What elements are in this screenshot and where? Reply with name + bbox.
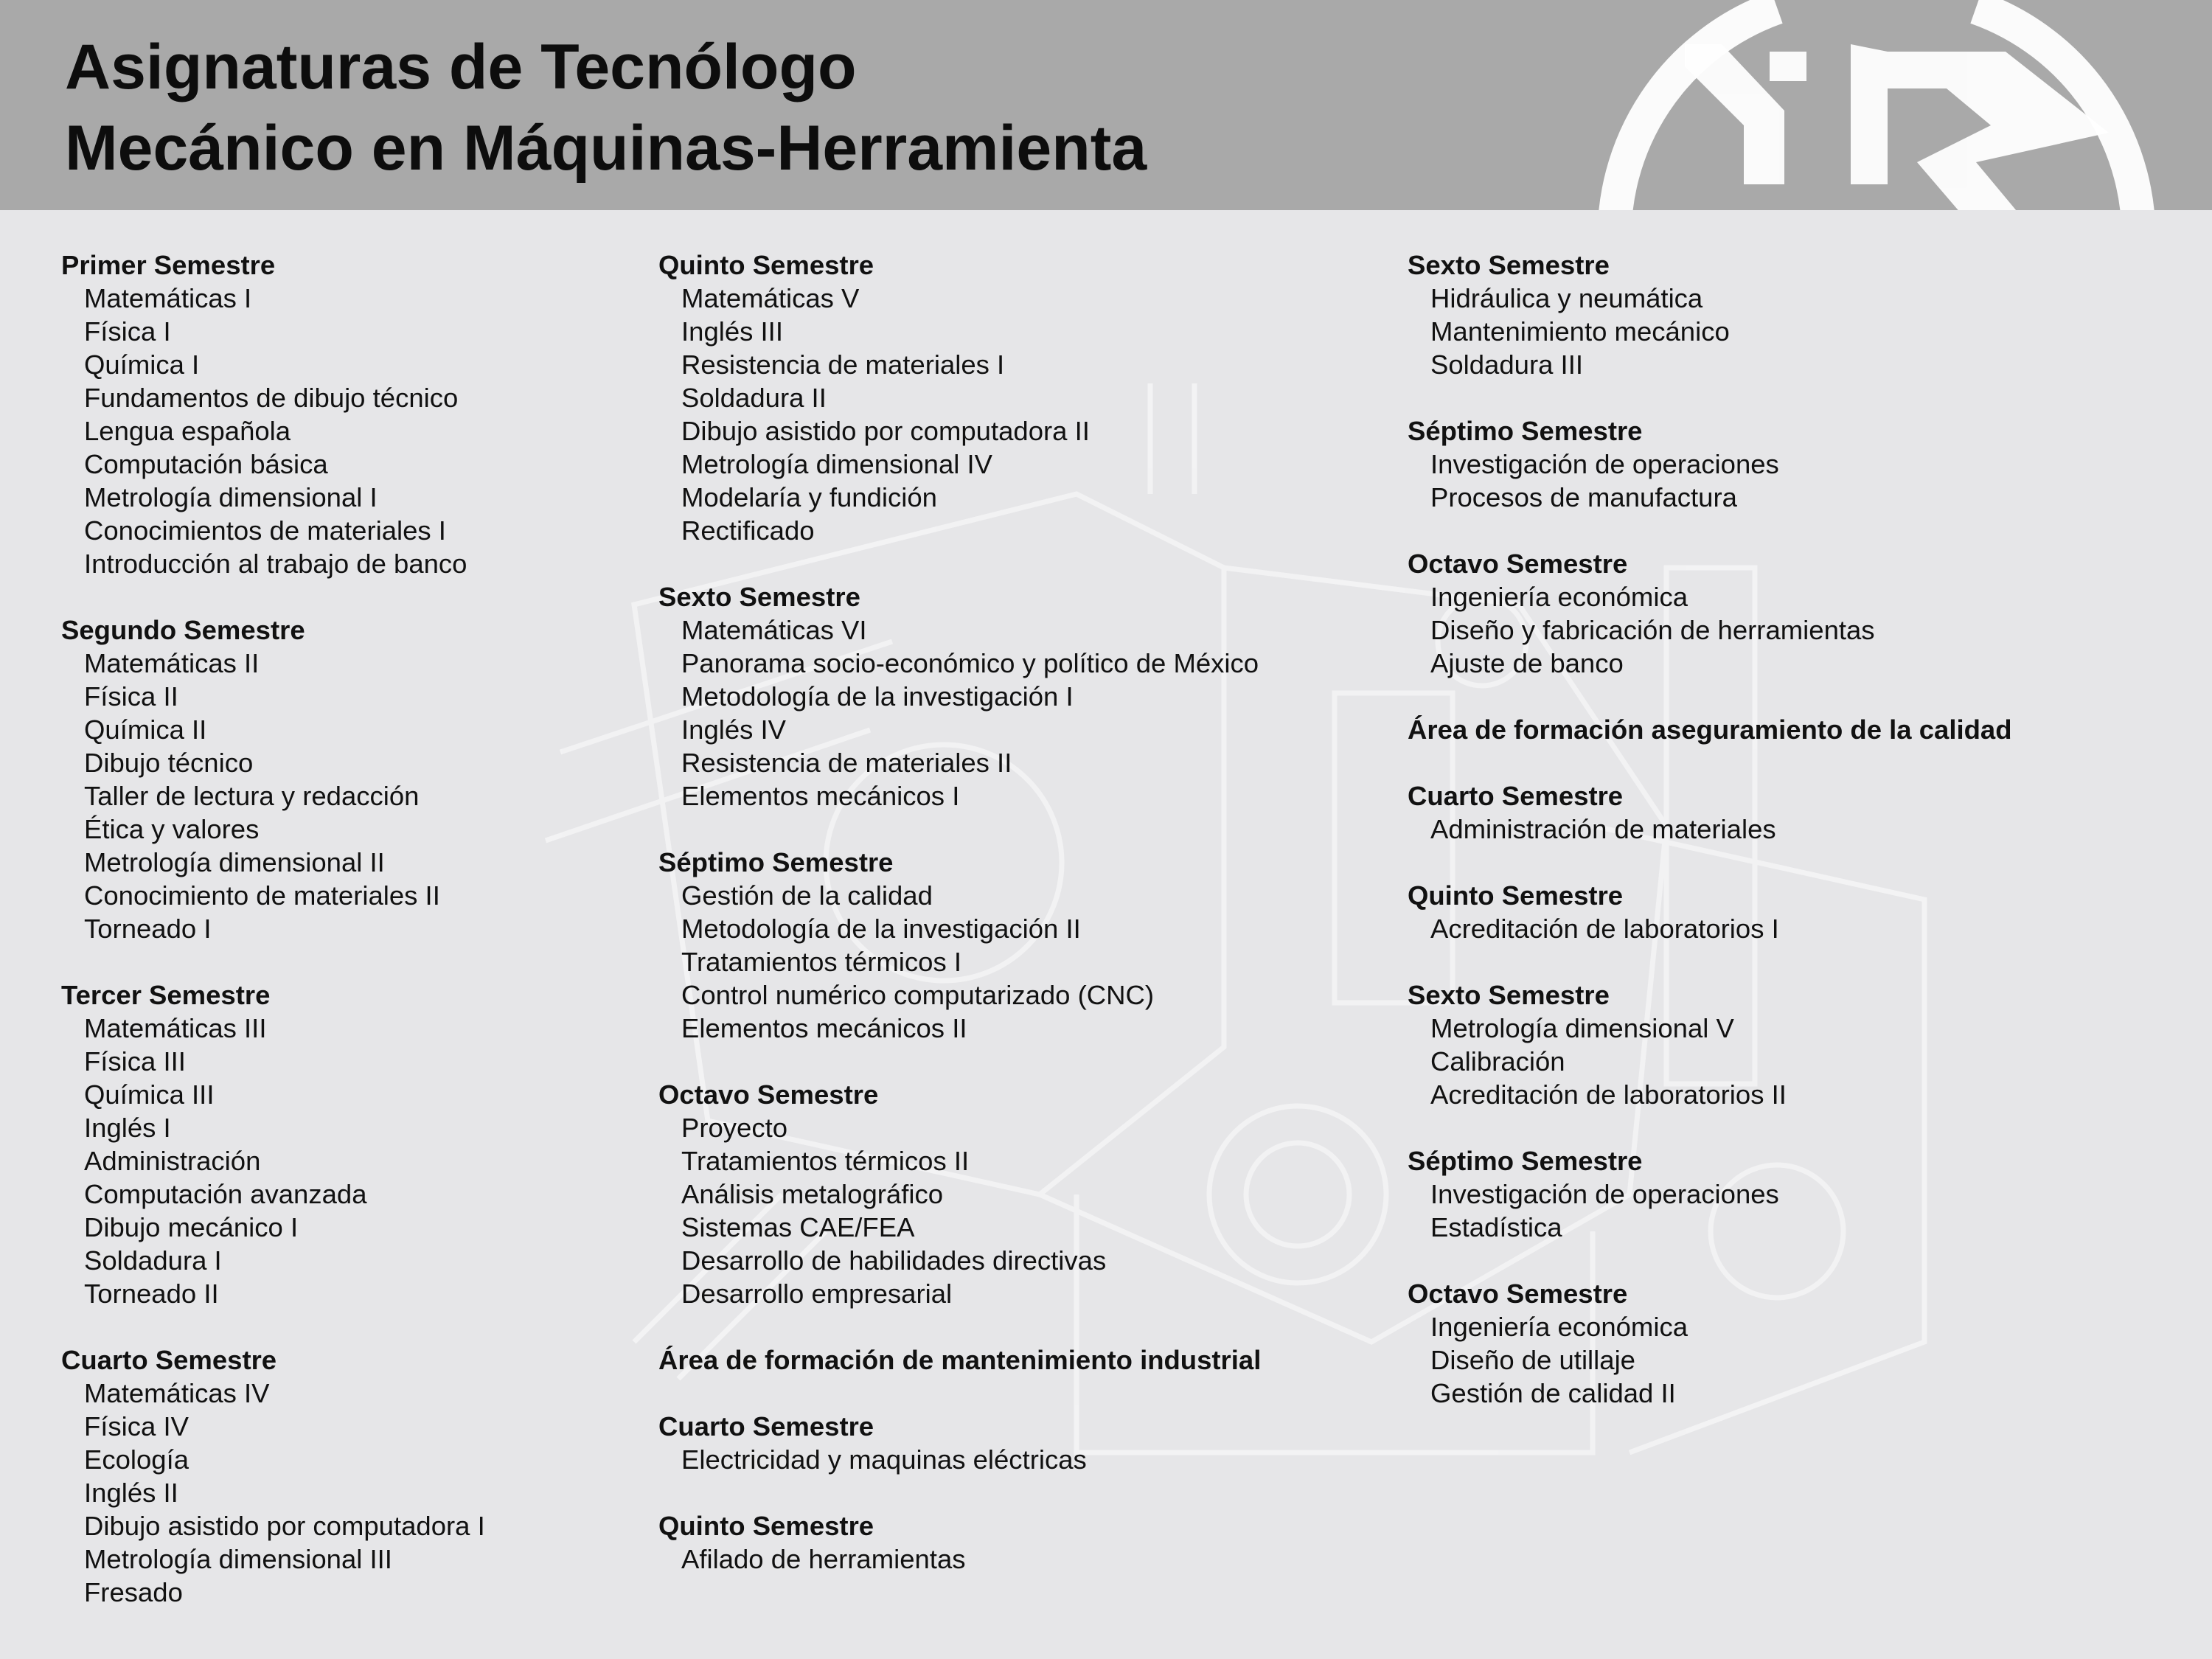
course-item: Química II — [84, 714, 207, 745]
section-heading: Octavo Semestre — [658, 1079, 879, 1110]
course-list — [61, 1012, 485, 1310]
course-item: Diseño y fabricación de herramientas — [1430, 615, 1875, 645]
course-item: Computación básica — [84, 449, 328, 479]
course-item: Ingeniería económica — [1430, 582, 1688, 612]
course-list — [1408, 448, 2012, 514]
course-item: Conocimiento de materiales II — [84, 880, 440, 911]
course-item: Dibujo asistido por computadora II — [681, 416, 1090, 446]
semester-section — [658, 248, 1261, 547]
course-item: Electricidad y maquinas eléctricas — [681, 1444, 1087, 1475]
course-item: Administración — [84, 1146, 261, 1176]
course-item: Proyecto — [681, 1113, 788, 1143]
column-3 — [1408, 248, 2012, 1443]
course-item: Acreditación de laboratorios I — [1430, 914, 1779, 944]
course-item: Metrología dimensional II — [84, 847, 385, 877]
course-list — [1408, 912, 2012, 945]
course-list — [1408, 282, 2012, 381]
course-item: Física III — [84, 1046, 186, 1077]
course-list — [658, 1443, 1261, 1476]
section-heading: Séptimo Semestre — [658, 847, 894, 877]
title-line-2: Mecánico en Máquinas-Herramienta — [65, 113, 1147, 184]
course-item: Desarrollo de habilidades directivas — [681, 1245, 1107, 1276]
semester-section — [61, 1343, 485, 1609]
course-item: Ingeniería económica — [1430, 1312, 1688, 1342]
course-item: Metrología dimensional I — [84, 482, 378, 512]
institution-logo-icon — [1534, 0, 2212, 210]
section-heading: Quinto Semestre — [1408, 880, 1624, 911]
course-item: Resistencia de materiales II — [681, 748, 1012, 778]
course-item: Matemáticas V — [681, 283, 860, 313]
course-item: Investigación de operaciones — [1430, 1179, 1779, 1209]
page-title — [65, 27, 1147, 189]
course-item: Conocimientos de materiales I — [84, 515, 446, 546]
course-item: Ajuste de banco — [1430, 648, 1624, 678]
course-item: Matemáticas I — [84, 283, 252, 313]
column-2 — [658, 248, 1261, 1609]
semester-section — [61, 248, 485, 580]
course-item: Investigación de operaciones — [1430, 449, 1779, 479]
course-item: Fresado — [84, 1577, 183, 1607]
course-item: Gestión de calidad II — [1430, 1378, 1676, 1408]
course-item: Inglés I — [84, 1113, 171, 1143]
section-heading: Quinto Semestre — [658, 250, 874, 280]
course-item: Análisis metalográfico — [681, 1179, 944, 1209]
section-heading: Sexto Semestre — [658, 582, 860, 612]
course-item: Elementos mecánicos II — [681, 1013, 967, 1043]
course-list — [658, 282, 1261, 547]
course-item: Inglés II — [84, 1478, 178, 1508]
section-heading: Séptimo Semestre — [1408, 416, 1643, 446]
course-item: Dibujo asistido por computadora I — [84, 1511, 485, 1541]
course-item: Procesos de manufactura — [1430, 482, 1737, 512]
section-heading: Cuarto Semestre — [658, 1411, 874, 1441]
semester-section — [658, 1509, 1261, 1576]
section-heading: Sexto Semestre — [1408, 250, 1610, 280]
course-item: Rectificado — [681, 515, 815, 546]
course-item: Química III — [84, 1079, 215, 1110]
course-item: Modelaría y fundición — [681, 482, 937, 512]
semester-section — [1408, 779, 2012, 846]
course-list — [61, 282, 485, 580]
course-item: Tratamientos térmicos I — [681, 947, 961, 977]
section-heading: Octavo Semestre — [1408, 1279, 1628, 1309]
course-item: Ecología — [84, 1444, 189, 1475]
course-list — [1408, 1178, 2012, 1244]
section-heading: Octavo Semestre — [1408, 549, 1628, 579]
course-item: Gestión de la calidad — [681, 880, 933, 911]
section-heading: Primer Semestre — [61, 250, 276, 280]
semester-section — [1408, 547, 2012, 680]
course-item: Taller de lectura y redacción — [84, 781, 420, 811]
course-item: Dibujo mecánico I — [84, 1212, 299, 1242]
course-list — [658, 1543, 1261, 1576]
semester-section — [1408, 978, 2012, 1111]
course-item: Matemáticas VI — [681, 615, 867, 645]
semester-section — [1408, 248, 2012, 381]
course-list — [1408, 1012, 2012, 1111]
course-item: Acreditación de laboratorios II — [1430, 1079, 1787, 1110]
course-item: Inglés III — [681, 316, 783, 347]
course-item: Introducción al trabajo de banco — [84, 549, 467, 579]
course-item: Inglés IV — [681, 714, 787, 745]
course-item: Metrología dimensional IV — [681, 449, 992, 479]
semester-section — [1408, 879, 2012, 945]
course-item: Elementos mecánicos I — [681, 781, 960, 811]
area-heading: Área de formación aseguramiento de la calidad — [1408, 714, 2012, 745]
course-item: Afilado de herramientas — [681, 1544, 966, 1574]
semester-section — [61, 613, 485, 945]
course-item: Resistencia de materiales I — [681, 349, 1005, 380]
course-list — [1408, 1310, 2012, 1410]
area-heading: Área de formación de mantenimiento industrial — [658, 1345, 1262, 1375]
section-heading: Segundo Semestre — [61, 615, 305, 645]
course-item: Matemáticas II — [84, 648, 260, 678]
course-item: Soldadura III — [1430, 349, 1583, 380]
course-item: Metodología de la investigación I — [681, 681, 1074, 712]
semester-section — [658, 1410, 1261, 1476]
course-item: Lengua española — [84, 416, 291, 446]
course-item: Tratamientos térmicos II — [681, 1146, 970, 1176]
course-item: Matemáticas III — [84, 1013, 267, 1043]
course-item: Sistemas CAE/FEA — [681, 1212, 915, 1242]
section-heading: Cuarto Semestre — [1408, 781, 1624, 811]
course-item: Calibración — [1430, 1046, 1565, 1077]
semester-section — [658, 580, 1261, 813]
course-item: Administración de materiales — [1430, 814, 1776, 844]
course-item: Control numérico computarizado (CNC) — [681, 980, 1154, 1010]
course-list — [658, 879, 1261, 1045]
course-item: Física IV — [84, 1411, 189, 1441]
section-heading: Sexto Semestre — [1408, 980, 1610, 1010]
course-item: Desarrollo empresarial — [681, 1279, 953, 1309]
course-list — [658, 613, 1261, 813]
course-item: Física II — [84, 681, 178, 712]
course-list — [658, 1111, 1261, 1310]
course-item: Soldadura I — [84, 1245, 222, 1276]
course-list — [61, 1377, 485, 1609]
column-1 — [61, 248, 485, 1642]
title-line-1: Asignaturas de Tecnólogo — [65, 32, 857, 102]
course-item: Hidráulica y neumática — [1430, 283, 1703, 313]
course-item: Torneado II — [84, 1279, 219, 1309]
semester-section — [1408, 414, 2012, 514]
semester-section — [658, 846, 1261, 1045]
section-heading: Cuarto Semestre — [61, 1345, 277, 1375]
semester-section — [1408, 1277, 2012, 1410]
area-section — [658, 1343, 1261, 1377]
semester-section — [658, 1078, 1261, 1310]
course-list — [61, 647, 485, 945]
course-item: Torneado I — [84, 914, 212, 944]
course-item: Panorama socio-económico y político de México — [681, 648, 1259, 678]
course-item: Metodología de la investigación II — [681, 914, 1081, 944]
course-item: Mantenimiento mecánico — [1430, 316, 1730, 347]
section-heading: Séptimo Semestre — [1408, 1146, 1643, 1176]
course-item: Ética y valores — [84, 814, 260, 844]
course-list — [1408, 580, 2012, 680]
area-section — [1408, 713, 2012, 746]
course-item: Metrología dimensional V — [1430, 1013, 1734, 1043]
course-item: Química I — [84, 349, 200, 380]
course-item: Física I — [84, 316, 171, 347]
course-item: Dibujo técnico — [84, 748, 254, 778]
semester-section — [61, 978, 485, 1310]
course-list — [1408, 813, 2012, 846]
course-item: Diseño de utillaje — [1430, 1345, 1635, 1375]
course-item: Matemáticas IV — [84, 1378, 270, 1408]
section-heading: Quinto Semestre — [658, 1511, 874, 1541]
course-item: Soldadura II — [681, 383, 827, 413]
section-heading: Tercer Semestre — [61, 980, 271, 1010]
page-header — [0, 0, 2212, 210]
course-item: Estadística — [1430, 1212, 1562, 1242]
course-item: Computación avanzada — [84, 1179, 367, 1209]
semester-section — [1408, 1144, 2012, 1244]
course-item: Fundamentos de dibujo técnico — [84, 383, 459, 413]
course-item: Metrología dimensional III — [84, 1544, 392, 1574]
